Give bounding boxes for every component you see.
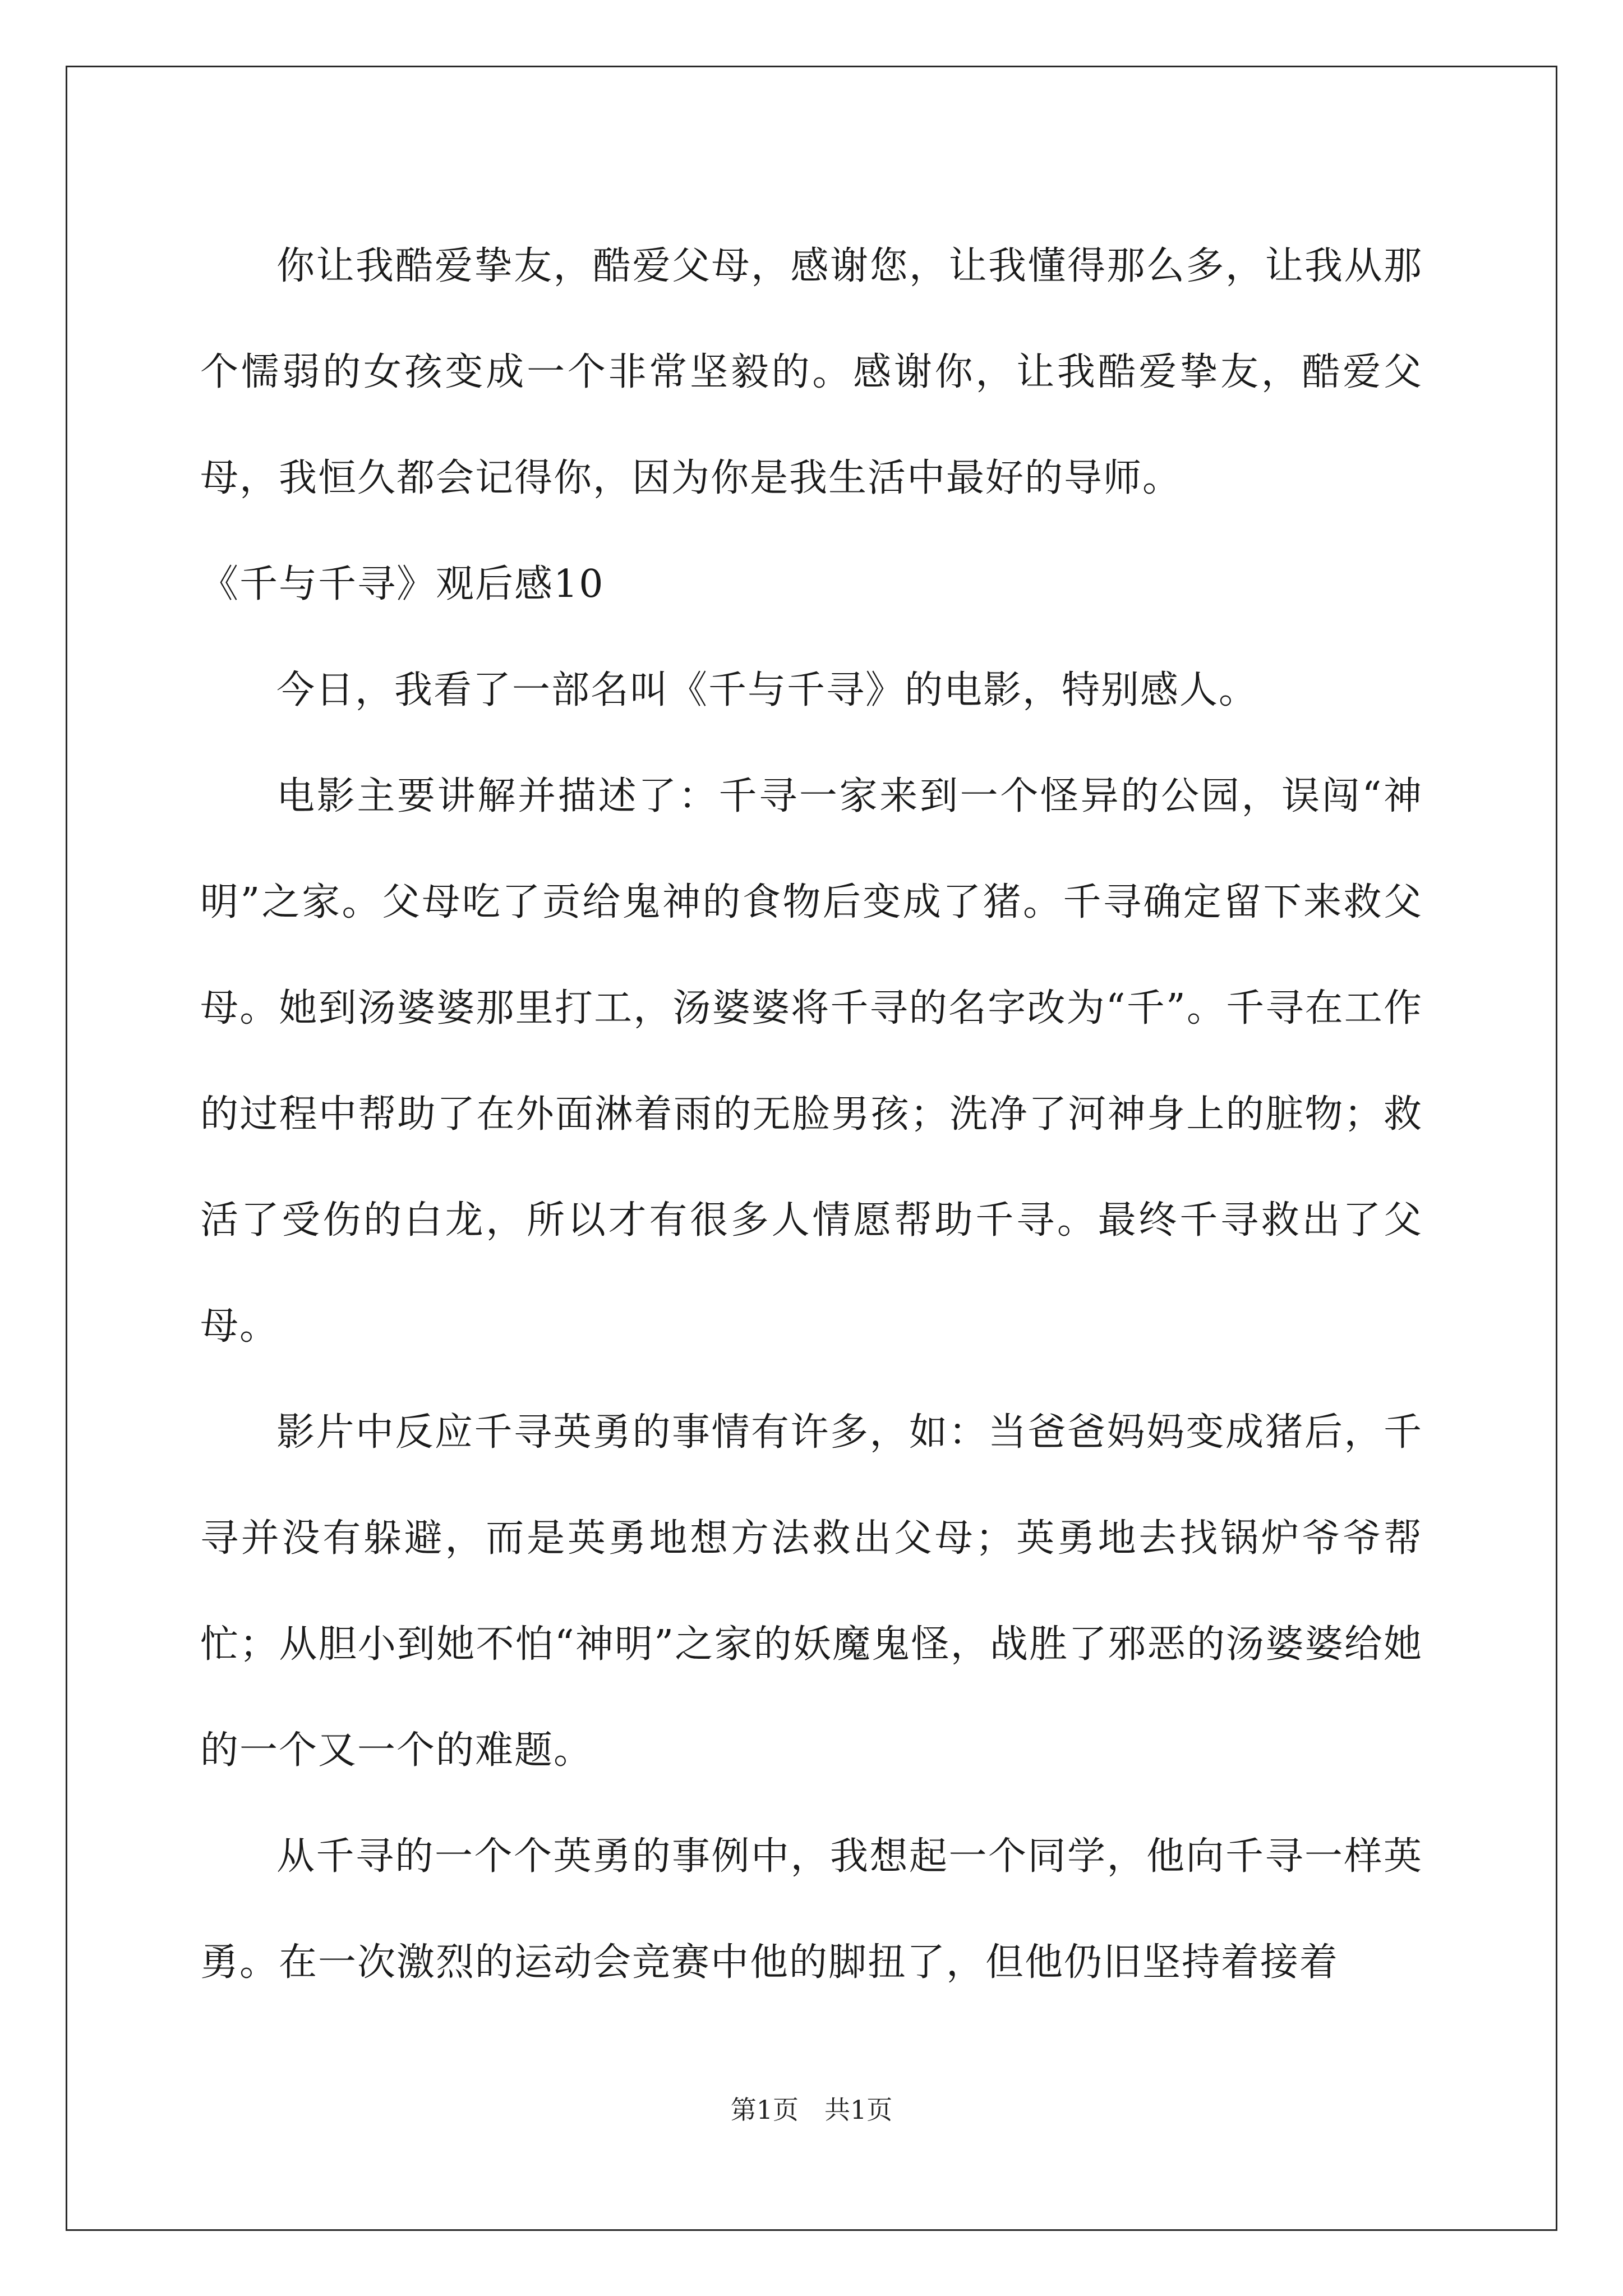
section-heading: 《千与千寻》观后感10 — [200, 562, 605, 606]
page-footer: 第1页 共1页 — [730, 2095, 893, 2125]
paragraph-2: 今日，我看了一部名叫《千与千寻》的电影，特别感人。 — [276, 668, 1258, 712]
paragraph-3: 电影主要讲解并描述了：千寻一家来到一个怪异的公园，误闯“神明”之家。父母吃了贡给鬼神的食物后变成了猪。千寻确定留下来救父母。她到汤婆婆那里打工，汤婆婆将千寻的名字改为“千”。千寻在工作的过程中帮助了在外面淋着雨的无脸男孩；洗净了河神身上的脏物；救活了受伤的白龙，所以才有很多人情愿帮助千寻。最终千寻救出了父母。 — [200, 774, 1423, 1349]
document-body — [200, 213, 1423, 2016]
paragraph-5: 从千寻的一个个英勇的事例中，我想起一个同学，他向千寻一样英勇。在一次激烈的运动会竞赛中他的脚扭了，但他仍旧坚持着接着 — [200, 1834, 1423, 1985]
paragraph-1: 你让我酷爱挚友，酷爱父母，感谢您，让我懂得那么多，让我从那个懦弱的女孩变成一个非常坚毅的。感谢你，让我酷爱挚友，酷爱父母，我恒久都会记得你，因为你是我生活中最好的导师。 — [200, 244, 1423, 500]
paragraph-4: 影片中反应千寻英勇的事情有许多，如：当爸爸妈妈变成猪后，千寻并没有躲避，而是英勇地想方法救出父母；英勇地去找锅炉爷爷帮忙；从胆小到她不怕“神明”之家的妖魔鬼怪，战胜了邪恶的汤婆婆给她的一个又一个的难题。 — [200, 1410, 1423, 1773]
